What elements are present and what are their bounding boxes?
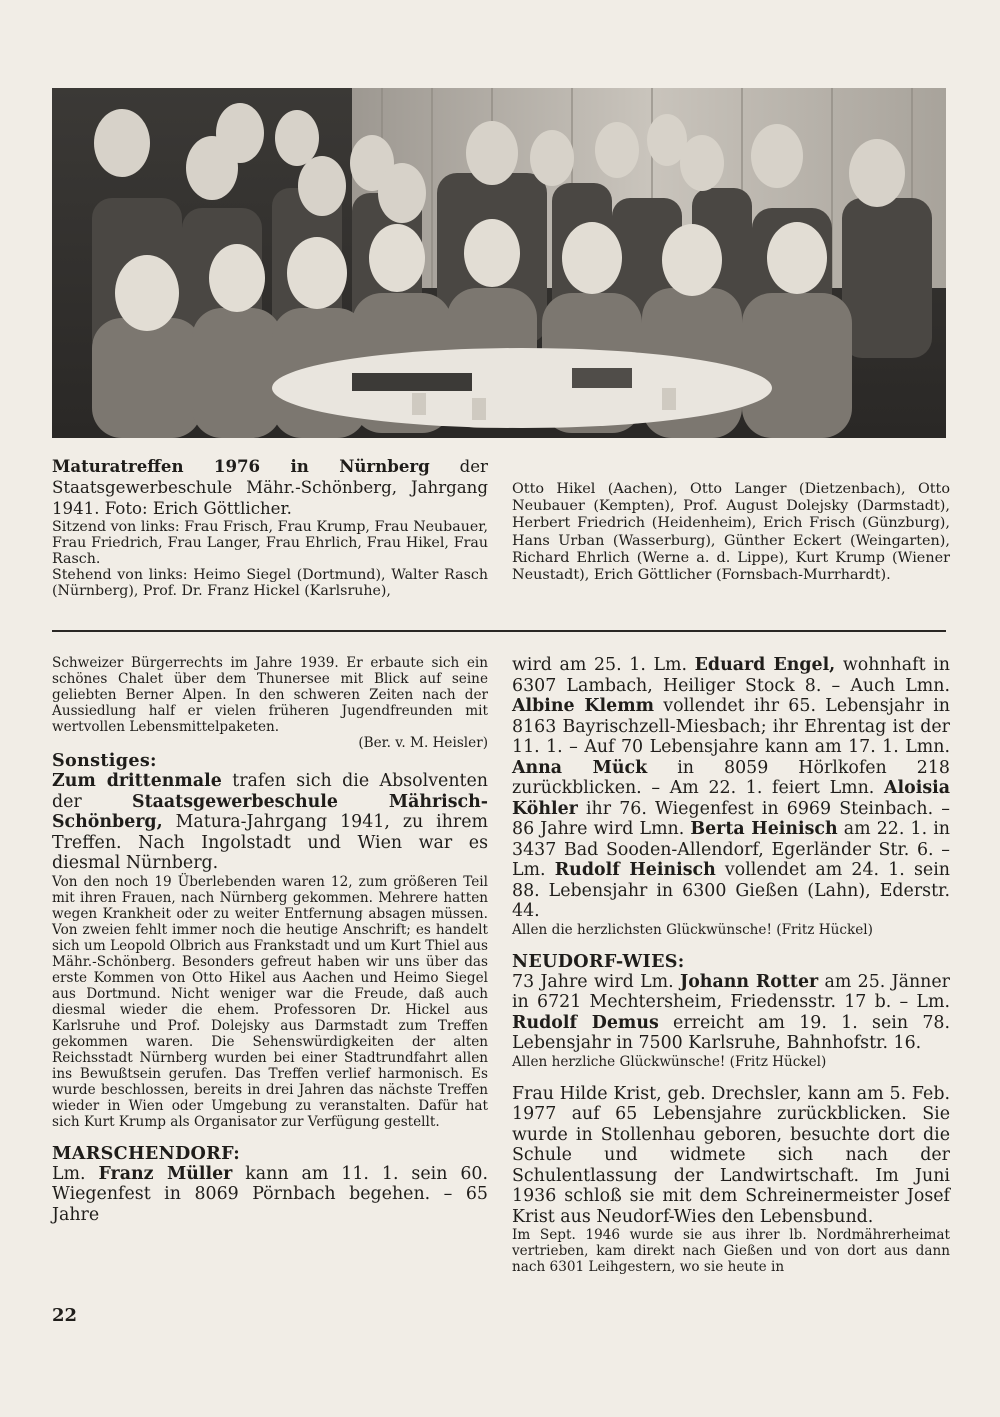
caption-title-rest: der Staatsgewerbeschule Mähr.-Schönberg, Jahrgang 1941. Foto: Erich Göttlicher.	[52, 457, 488, 518]
photo-caption-left	[52, 456, 488, 599]
birthday-signature-2: Allen herzliche Glückwünsche! (Fritz Hückel)	[512, 1053, 827, 1070]
group-photo	[52, 88, 946, 438]
intro-signature: (Ber. v. M. Heisler)	[358, 735, 488, 751]
intro-paragraph: Schweizer Bürgerrechts im Jahre 1939. Er erbaute sich ein schönes Chalet über dem Thunersee mit Blick auf seine geliebten Berner Alpen. In den schweren Zeiten nach der Aussiedlung half er vielen früheren Jugendfreunden mit wertvollen Lebensmittelpaketen.	[52, 655, 488, 735]
text-run: 73 Jahre wird Lm.	[512, 971, 680, 992]
bold-name: Anna Mück	[512, 757, 648, 778]
sonstiges-lead	[52, 771, 488, 874]
text-run: am 22. 1. in 3437 Bad Sooden-Allendorf, Egerländer Str. 6. – Lm.	[512, 819, 950, 880]
spacer	[512, 1070, 950, 1084]
marschendorf-body	[52, 1164, 488, 1226]
caption-standing-cont: Otto Hikel (Aachen), Otto Langer (Dietzenbach), Otto Neubauer (Kempten), Prof. August Dolejsky (Darmstadt), Herbert Friedrich (Heidenheim), Erich Frisch (Günzburg), Hans Urban (Wasserburg), Günther Eckert (Weingarten), Richard Ehrlich (Werne a. d. Lippe), Kurt Krump (Wiener Neustadt), Erich Göttlicher (Fornsbach-Murrhardt).	[512, 481, 950, 584]
right-column	[512, 655, 950, 1275]
text-run: erreicht am 19. 1. sein 78. Lebensjahr in 7500 Karlsruhe, Bahnhofstr. 16.	[512, 1012, 950, 1053]
bold-name: Eduard Engel,	[694, 655, 836, 675]
caption-seated: Sitzend von links: Frau Frisch, Frau Krump, Frau Neubauer, Frau Friedrich, Frau Langer, Frau Ehrlich, Frau Hikel, Frau Rasch.	[52, 519, 488, 568]
page-number: 22	[52, 1305, 78, 1326]
caption-title-bold: Maturatreffen 1976 in Nürnberg	[52, 456, 430, 476]
text-run: vollendet ihr 65. Lebensjahr in 8163 Bayrischzell-Miesbach; ihr Ehrentag ist der 11. 1. – Auf 70 Lebensjahre kann am 17. 1. Lmn.	[512, 696, 951, 757]
section-heading-marschendorf: MARSCHENDORF:	[52, 1142, 241, 1164]
divider-rule	[52, 630, 946, 632]
krist-paragraph-cont: Im Sept. 1946 wurde sie aus ihrer lb. Nordmährerheimat vertrieben, kam direkt nach Gießen und von dort aus dann nach 6301 Leihgestern, wo sie heute in	[512, 1227, 950, 1275]
bold-name: Albine Klemm	[512, 696, 654, 716]
bold-name: Rudolf Heinisch	[554, 860, 716, 880]
birthday-paragraph-1	[512, 655, 950, 922]
bold-name: Aloisia Köhler	[512, 778, 950, 819]
text-run: ihr 76. Wiegenfest in 6969 Steinbach. – 86 Jahre wird Lmn.	[512, 798, 950, 839]
spacer	[512, 938, 950, 952]
birthday-signature-1: Allen die herzlichsten Glückwünsche! (Fritz Hückel)	[512, 921, 873, 938]
bold-name: Johann Rotter	[679, 971, 819, 992]
birthday-paragraph-2	[512, 972, 950, 1054]
left-column	[52, 655, 488, 1225]
text-run: Lm.	[52, 1163, 99, 1184]
caption-title	[52, 456, 488, 519]
text-run: kann am 11. 1. sein 60. Wiegenfest in 8069 Pörnbach begehen. – 65 Jahre	[52, 1163, 488, 1225]
bold-name: Rudolf Demus	[512, 1012, 659, 1033]
text-run: in 8059 Hörlkofen 218 zurückblicken. – Am 22. 1. feiert Lmn.	[512, 757, 950, 798]
spacer	[52, 1130, 488, 1144]
text-run: Matura-Jahrgang 1941, zu ihrem Treffen. Nach Ingolstadt und Wien war es diesmal Nürnberg.	[52, 812, 488, 873]
text-run: wird am 25. 1. Lm.	[512, 655, 695, 675]
text-run: wohnhaft in 6307 Lambach, Heiliger Stock 8. – Auch Lmn.	[512, 655, 950, 696]
sonstiges-body: Von den noch 19 Überlebenden waren 12, zum größeren Teil mit ihren Frauen, nach Nürnberg gekommen. Mehrere hatten wegen Krankheit oder zu weiter Entfernung absagen müssen. Von zweien fehlt immer noch die heutige Anschrift; es handelt sich um Leopold Olbrich aus Frankstadt und um Kurt Thiel aus Mähr.-Schönberg. Besonders gefreut haben wir uns über das erste Kommen von Otto Hikel aus Aachen und Heimo Siegel aus Dortmund. Nicht weniger war die Freude, daß auch diesmal wieder die ehem. Professoren Dr. Hickel aus Karlsruhe und Prof. Dolejsky aus Darmstadt zum Treffen gekommen waren. Die Sehenswürdigkeiten der alten Reichsstadt Nürnberg wurden bei einer Stadtrundfahrt allen ins Bewußtsein gerufen. Das Treffen verlief harmonisch. Es wurde beschlossen, bereits in drei Jahren das nächste Treffen wieder in Wien oder Umgebung zu veranstalten. Dafür hat sich Kurt Krump als Organisator zur Verfügung gestellt.	[52, 873, 488, 1130]
text-run: vollendet am 24. 1. sein 88. Lebensjahr in 6300 Gießen (Lahn), Ederstr. 44.	[512, 860, 950, 921]
text-run: trafen sich die Absolventen der	[52, 771, 488, 812]
text-run: am 25. Jänner in 6721 Mechtersheim, Friedensstr. 17 b. – Lm.	[512, 971, 950, 1012]
section-heading-neudorf: NEUDORF-WIES:	[512, 950, 685, 972]
group-photo-icon	[52, 88, 946, 438]
bold-name: Franz Müller	[98, 1163, 233, 1184]
bold-name: Berta Heinisch	[690, 819, 838, 839]
krist-paragraph: Frau Hilde Krist, geb. Drechsler, kann am 5. Feb. 1977 auf 65 Lebensjahre zurückblicken. Sie wurde in Stollenhau geboren, besuchte dort die Schule und widmete sich nach der Schulentlassung der Landwirtschaft. Im Juni 1936 schloß sie mit dem Schreinermeister Josef Krist aus Neudorf-Wies den Lebensbund.	[512, 1083, 950, 1227]
bold-phrase: Zum drittenmale	[52, 771, 222, 791]
caption-standing-start: Stehend von links: Heimo Siegel (Dortmund), Walter Rasch (Nürnberg), Prof. Dr. Franz Hickel (Karlsruhe),	[52, 567, 488, 600]
photo-caption-right	[512, 481, 950, 584]
section-heading-sonstiges: Sonstiges:	[52, 750, 157, 771]
bold-phrase: Staatsgewerbeschule Mährisch-Schönberg,	[52, 791, 488, 832]
